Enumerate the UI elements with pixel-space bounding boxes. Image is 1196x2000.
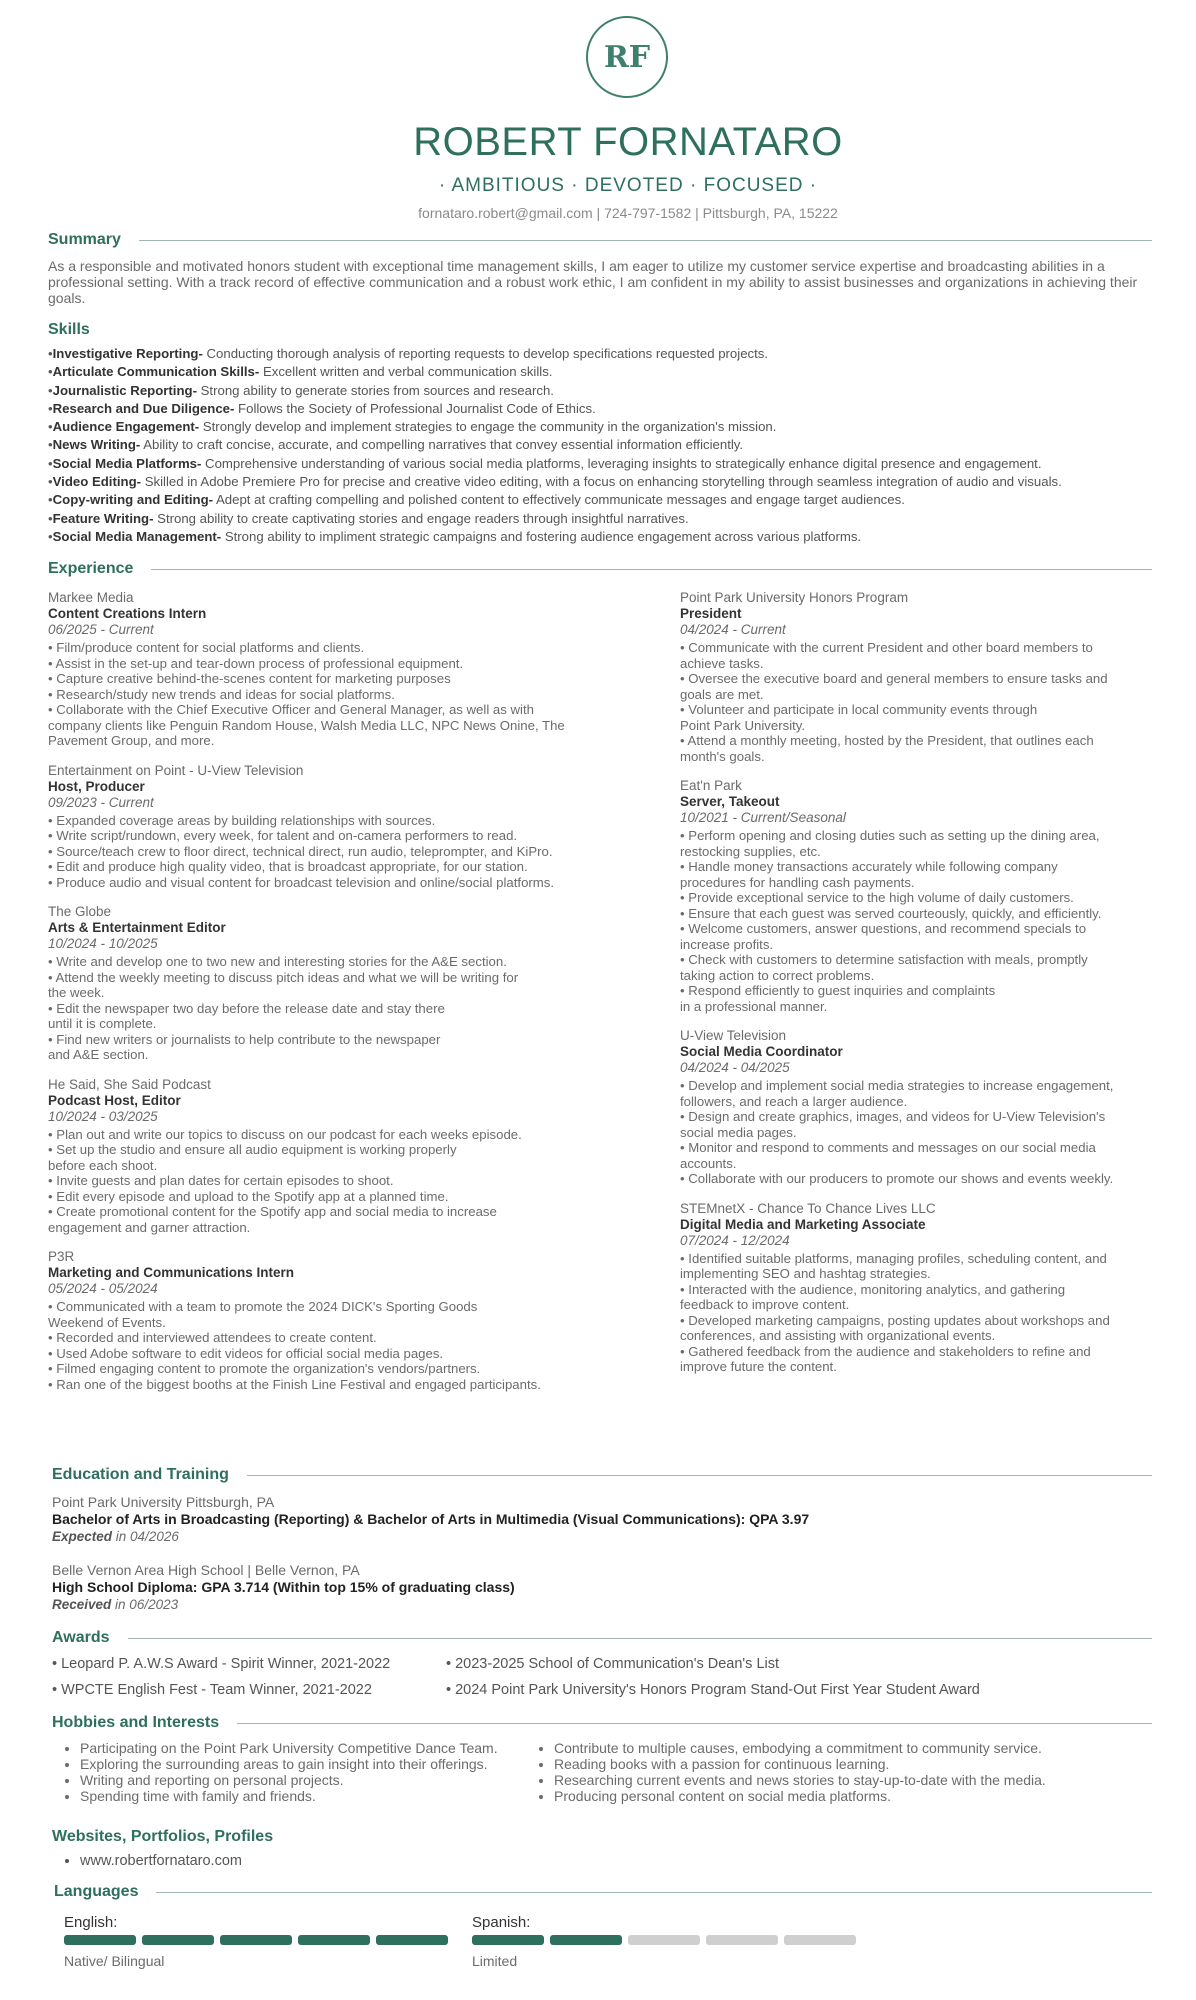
skill-item: •News Writing- Ability to craft concise, accurate, and compelling narratives that convey essential information efficiently. <box>48 437 744 453</box>
job-bullet: • Interacted with the audience, monitoring analytics, and gathering feedback to improve content. <box>680 1281 1066 1312</box>
job-company: Markee Media <box>48 590 134 605</box>
hobby-item: • Participating on the Point Park University Competitive Dance Team. <box>80 1740 498 1756</box>
job-bullet: • Provide exceptional service to the high volume of daily customers. <box>680 890 1074 905</box>
job-bullet: • Used Adobe software to edit videos for official social media pages. <box>48 1345 444 1361</box>
skill-description: Adept at crafting compelling and polished content to effectively communicate messages and engage target audiences. <box>213 492 905 508</box>
language-level-segment <box>628 1935 700 1945</box>
skill-name: Copy-writing and Editing- <box>52 492 214 508</box>
skill-item: •Video Editing- Skilled in Adobe Premiere Pro for precise and creative video editing, with a focus on enhancing storytelling through seamless integration of audio and visuals. <box>48 474 1062 490</box>
skill-item: •Journalistic Reporting- Strong ability to generate stories from sources and research. <box>48 382 554 398</box>
job-bullet: • Edit and produce high quality video, that is broadcast appropriate, for our station. <box>48 859 528 874</box>
skills-title: Skills <box>48 321 90 338</box>
job-bullet: • Design and create graphics, images, and videos for U-View Television's social media pages. <box>680 1109 1106 1140</box>
job-entry <box>48 1077 588 1236</box>
language-name: Spanish: <box>472 1914 531 1931</box>
education-entry <box>52 1494 1152 1545</box>
awards-heading <box>52 1627 1152 1649</box>
job-bullet: • Invite guests and plan dates for certain episodes to shoot. <box>48 1173 394 1188</box>
job-entry <box>48 904 588 1063</box>
job-bullet: • Filmed engaging content to promote the organization's vendors/partners. <box>48 1361 481 1376</box>
divider <box>237 1723 1152 1724</box>
job-bullets <box>48 1299 588 1392</box>
job-bullet: • Check with customers to determine satisfaction with meals, promptly taking action to correct problems. <box>680 952 1088 983</box>
job-role: Server, Takeout <box>680 794 780 809</box>
skill-description: Skilled in Adobe Premiere Pro for precise and creative video editing, with a focus on enhancing storytelling through seamless integration of audio and visuals. <box>141 474 1062 490</box>
job-bullets <box>680 640 1160 764</box>
experience-column-right <box>680 590 1160 1389</box>
job-bullet: • Set up the studio and ensure all audio equipment is working properly before each shoot. <box>48 1142 457 1173</box>
language-level: Limited <box>472 1953 518 1969</box>
job-role: Social Media Coordinator <box>680 1044 843 1059</box>
experience-column-left <box>48 590 588 1406</box>
job-bullet: • Expanded coverage areas by building relationships with sources. <box>48 812 436 828</box>
skills-heading <box>48 319 1152 341</box>
job-bullets <box>48 954 588 1063</box>
job-dates: 10/2024 - 10/2025 <box>48 936 158 951</box>
divider <box>151 569 1152 570</box>
award-item: • 2023-2025 School of Communication's Dean's List <box>446 1656 780 1672</box>
skill-item: •Articulate Communication Skills- Excellent written and verbal communication skills. <box>48 364 553 380</box>
skill-description: Ability to craft concise, accurate, and compelling narratives that convey essential information efficiently. <box>140 437 744 453</box>
job-dates: 07/2024 - 12/2024 <box>680 1232 790 1248</box>
job-dates: 10/2024 - 03/2025 <box>48 1108 158 1124</box>
language-level-segment <box>64 1935 136 1945</box>
skill-name: Feature Writing- <box>52 510 154 526</box>
degree: High School Diploma: GPA 3.714 (Within top 15% of graduating class) <box>52 1579 515 1595</box>
job-bullets <box>48 1127 588 1236</box>
skill-description: Strong ability to impliment strategic campaigns and fostering audience engagement across various platforms. <box>221 528 862 544</box>
job-bullets <box>48 640 588 749</box>
job-entry <box>48 590 588 749</box>
divider <box>139 240 1152 241</box>
skill-item: •Copy-writing and Editing- Adept at crafting compelling and polished content to effectively communicate messages and engage target audiences. <box>48 492 905 508</box>
job-bullets <box>680 1251 1160 1375</box>
languages-title: Languages <box>54 1883 139 1900</box>
job-bullet: • Film/produce content for social platforms and clients. <box>48 640 365 655</box>
job-bullet: • Attend a monthly meeting, hosted by the President, that outlines each month's goals. <box>680 733 1094 764</box>
job-bullet: • Oversee the executive board and general members to ensure tasks and goals are met. <box>680 671 1108 702</box>
job-bullet: • Find new writers or journalists to help contribute to the newspaper and A&E section. <box>48 1031 441 1062</box>
skill-name: Research and Due Diligence- <box>52 400 235 416</box>
hobby-item: • Producing personal content on social media platforms. <box>554 1788 1046 1804</box>
tagline: · AMBITIOUS · DEVOTED · FOCUSED · <box>438 175 818 196</box>
degree-date <box>52 1528 1152 1545</box>
skill-item: •Social Media Management- Strong ability to impliment strategic campaigns and fostering audience engagement across various platforms. <box>48 528 862 544</box>
language-name: English: <box>64 1914 118 1931</box>
job-bullet: • Develop and implement social media strategies to increase engagement, followers, and reach a larger audience. <box>680 1078 1114 1109</box>
education-heading <box>52 1464 1152 1486</box>
hobbies-list-left <box>52 1740 498 1804</box>
job-bullet: • Source/teach crew to floor direct, technical direct, run audio, teleprompter, and KiPro. <box>48 843 553 859</box>
job-bullet: • Respond efficiently to guest inquiries and complaints in a professional manner. <box>680 983 996 1014</box>
job-dates: 10/2021 - Current/Seasonal <box>680 810 846 825</box>
degree-status: Received <box>52 1597 112 1612</box>
language-spanish <box>472 1914 856 1969</box>
award-item: • WPCTE English Fest - Team Winner, 2021-2022 <box>52 1682 372 1698</box>
skill-name: News Writing- <box>52 437 141 453</box>
skill-description: Excellent written and verbal communication skills. <box>259 364 553 380</box>
website-link[interactable]: • www.robertfornataro.com <box>80 1853 242 1869</box>
job-bullet: • Handle money transactions accurately while following company procedures for handling cash payments. <box>680 859 1058 890</box>
skill-item: •Feature Writing- Strong ability to create captivating stories and engage readers through insightful narratives. <box>48 510 689 526</box>
job-entry <box>680 1201 1160 1375</box>
experience-heading <box>48 558 1152 580</box>
award-item: • 2024 Point Park University's Honors Program Stand-Out First Year Student Award <box>446 1682 980 1698</box>
job-bullet: • Plan out and write our topics to discuss on our podcast for each weeks episode. <box>48 1126 522 1142</box>
job-bullet: • Capture creative behind-the-scenes content for marketing purposes <box>48 671 451 686</box>
job-bullet: • Communicated with a team to promote the 2024 DICK's Sporting Goods Weekend of Events. <box>48 1299 478 1330</box>
degree: Bachelor of Arts in Broadcasting (Reporting) & Bachelor of Arts in Multimedia (Visual Communications): QPA 3.97 <box>52 1511 810 1527</box>
websites-heading <box>52 1826 1152 1848</box>
job-company: Eat'n Park <box>680 778 742 793</box>
job-entry <box>680 1028 1160 1187</box>
skill-description: Strongly develop and implement strategies to engage the community in the organization's mission. <box>199 419 777 435</box>
job-bullet: • Perform opening and closing duties such as setting up the dining area, restocking supplies, etc. <box>680 828 1100 859</box>
languages-heading <box>54 1881 1152 1903</box>
job-bullet: • Write script/rundown, every week, for talent and on-camera performers to read. <box>48 828 518 843</box>
job-company: U-View Television <box>680 1028 787 1043</box>
skill-name: Social Media Platforms- <box>52 455 202 471</box>
job-bullet: • Produce audio and visual content for broadcast television and online/social platforms. <box>48 874 555 890</box>
job-bullet: • Create promotional content for the Spotify app and social media to increase engagement and garner attraction. <box>48 1204 497 1235</box>
job-bullet: • Collaborate with our producers to promote our shows and events weekly. <box>680 1171 1114 1186</box>
job-bullet: • Ensure that each guest was served courteously, quickly, and efficiently. <box>680 905 1102 921</box>
job-dates: 09/2023 - Current <box>48 794 154 810</box>
job-company: Point Park University Honors Program <box>680 590 909 605</box>
candidate-name: ROBERT FORNATARO <box>413 120 843 164</box>
job-entry <box>680 778 1160 1014</box>
job-bullet: • Edit every episode and upload to the Spotify app at a planned time. <box>48 1188 449 1204</box>
job-company: STEMnetX - Chance To Chance Lives LLC <box>680 1200 936 1216</box>
job-role: Content Creations Intern <box>48 606 207 621</box>
skill-description: Conducting thorough analysis of reporting requests to develop specifications requested projects. <box>202 346 769 361</box>
language-level-segment <box>376 1935 448 1945</box>
job-bullet: • Collaborate with the Chief Executive Officer and General Manager, as well as with company clients like Penguin Random House, Walsh Media LLC, NPC News Onine, The Pavement Group, and more. <box>48 702 565 748</box>
job-bullet: • Write and develop one to two new and interesting stories for the A&E section. <box>48 954 507 969</box>
skill-item: •Social Media Platforms- Comprehensive understanding of various social media platforms, leveraging insights to strategically enhance digital presence and engagement. <box>48 455 1042 471</box>
job-company: He Said, She Said Podcast <box>48 1076 211 1092</box>
job-dates: 04/2024 - 04/2025 <box>680 1060 790 1075</box>
language-level-segment <box>220 1935 292 1945</box>
skill-name: Investigative Reporting- <box>52 346 203 361</box>
awards-title: Awards <box>52 1629 110 1646</box>
job-company: Entertainment on Point - U-View Television <box>48 762 304 778</box>
job-bullet: • Assist in the set-up and tear-down process of professional equipment. <box>48 655 464 671</box>
language-level: Native/ Bilingual <box>64 1953 165 1969</box>
divider <box>247 1475 1152 1476</box>
hobbies-heading <box>52 1712 1152 1734</box>
job-bullet: • Communicate with the current President and other board members to achieve tasks. <box>680 640 1093 671</box>
hobby-item: • Reading books with a passion for continuous learning. <box>554 1756 1046 1772</box>
language-level-bars <box>472 1935 856 1945</box>
job-role: President <box>680 606 742 621</box>
skills-list <box>48 345 1168 546</box>
job-bullets <box>680 828 1160 1014</box>
skill-name: Video Editing- <box>52 474 142 490</box>
job-bullet: • Research/study new trends and ideas for social platforms. <box>48 686 395 702</box>
job-entry <box>48 1249 588 1392</box>
job-entry <box>48 763 588 891</box>
job-dates: 04/2024 - Current <box>680 622 786 637</box>
job-bullets <box>680 1078 1160 1187</box>
education-title: Education and Training <box>52 1466 229 1483</box>
hobbies-title: Hobbies and Interests <box>52 1714 220 1731</box>
job-role: Digital Media and Marketing Associate <box>680 1216 926 1232</box>
language-level-segment <box>142 1935 214 1945</box>
job-company: P3R <box>48 1249 75 1264</box>
job-entry <box>680 590 1160 764</box>
skill-item: •Investigative Reporting- Conducting thorough analysis of reporting requests to develop specifications requested projects. <box>48 346 769 361</box>
skill-description: Strong ability to generate stories from sources and research. <box>196 382 554 398</box>
job-bullet: • Volunteer and participate in local community events through Point Park University. <box>680 702 1038 733</box>
monogram-logo: RF <box>586 16 668 98</box>
job-role: Podcast Host, Editor <box>48 1092 181 1108</box>
skill-description: Follows the Society of Professional Journalist Code of Ethics. <box>234 400 596 416</box>
skill-name: Social Media Management- <box>52 528 222 544</box>
education-entry <box>52 1562 1152 1613</box>
job-dates: 06/2025 - Current <box>48 622 154 637</box>
summary-heading <box>48 229 1152 251</box>
summary-title: Summary <box>48 231 121 248</box>
hobby-item: • Researching current events and news stories to stay-up-to-date with the media. <box>554 1772 1046 1788</box>
job-bullet: • Monitor and respond to comments and messages on our social media accounts. <box>680 1140 1096 1171</box>
job-bullet: • Developed marketing campaigns, posting updates about workshops and conferences, and assisting with organizational events. <box>680 1312 1110 1343</box>
degree-status: Expected <box>52 1529 113 1544</box>
experience-title: Experience <box>48 560 134 577</box>
divider <box>156 1892 1152 1893</box>
language-level-bars <box>64 1935 448 1945</box>
skill-item: •Research and Due Diligence- Follows the Society of Professional Journalist Code of Ethics. <box>48 400 596 416</box>
skill-name: Audience Engagement- <box>52 419 200 435</box>
contact-info: fornataro.robert@gmail.com | 724-797-1582 | Pittsburgh, PA, 15222 <box>418 205 838 221</box>
skill-description: Strong ability to create captivating stories and engage readers through insightful narratives. <box>153 510 689 526</box>
degree-date <box>52 1596 1152 1613</box>
summary-text: As a responsible and motivated honors student with exceptional time management skills, I am eager to utilize my customer service expertise and broadcasting abilities in a professional setting. With a track record of effective communication and a robust work ethic, I am confident in my ability to assist businesses and organizations in achieving their goals. <box>48 258 1138 306</box>
hobby-item: • Writing and reporting on personal projects. <box>80 1772 498 1788</box>
language-english <box>64 1914 448 1969</box>
language-level-segment <box>706 1935 778 1945</box>
degree-date-value: in 04/2026 <box>112 1529 179 1544</box>
websites-title: Websites, Portfolios, Profiles <box>52 1828 274 1845</box>
job-bullets <box>48 813 588 891</box>
skill-description: Comprehensive understanding of various social media platforms, leveraging insights to strategically enhance digital presence and engagement. <box>201 455 1042 471</box>
hobby-item: • Contribute to multiple causes, embodying a commitment to community service. <box>554 1740 1046 1756</box>
job-bullet: • Ran one of the biggest booths at the Finish Line Festival and engaged participants. <box>48 1376 541 1392</box>
hobby-item: • Exploring the surrounding areas to gain insight into their offerings. <box>80 1756 498 1772</box>
divider <box>128 1638 1152 1639</box>
degree-date-value: in 06/2023 <box>111 1597 179 1612</box>
job-bullet: • Attend the weekly meeting to discuss pitch ideas and what we will be writing for the week. <box>48 969 519 1000</box>
skill-name: Articulate Communication Skills- <box>52 364 260 380</box>
school-name: Point Park University Pittsburgh, PA <box>52 1494 275 1510</box>
language-level-segment <box>472 1935 544 1945</box>
language-level-segment <box>298 1935 370 1945</box>
job-role: Arts & Entertainment Editor <box>48 920 226 935</box>
skill-name: Journalistic Reporting- <box>52 382 197 398</box>
job-company: The Globe <box>48 904 112 919</box>
language-level-segment <box>550 1935 622 1945</box>
job-role: Marketing and Communications Intern <box>48 1265 295 1280</box>
hobbies-list-right <box>526 1740 1046 1804</box>
job-bullet: • Recorded and interviewed attendees to create content. <box>48 1330 377 1345</box>
award-item: • Leopard P. A.W.S Award - Spirit Winner, 2021-2022 <box>52 1656 391 1672</box>
job-bullet: • Identified suitable platforms, managing profiles, scheduling content, and implementing SEO and hashtag strategies. <box>680 1250 1107 1281</box>
job-bullet: • Welcome customers, answer questions, and recommend specials to increase profits. <box>680 921 1087 952</box>
job-role: Host, Producer <box>48 778 145 794</box>
school-name: Belle Vernon Area High School | Belle Vernon, PA <box>52 1562 360 1578</box>
job-bullet: • Edit the newspaper two day before the release date and stay there until it is complete. <box>48 1000 445 1031</box>
skill-item: •Audience Engagement- Strongly develop and implement strategies to engage the community in the organization's mission. <box>48 419 777 435</box>
hobby-item: • Spending time with family and friends. <box>80 1788 498 1804</box>
job-bullet: • Gathered feedback from the audience and stakeholders to refine and improve future the content. <box>680 1343 1091 1374</box>
language-level-segment <box>784 1935 856 1945</box>
websites-list <box>52 1853 242 1869</box>
job-dates: 05/2024 - 05/2024 <box>48 1281 158 1296</box>
